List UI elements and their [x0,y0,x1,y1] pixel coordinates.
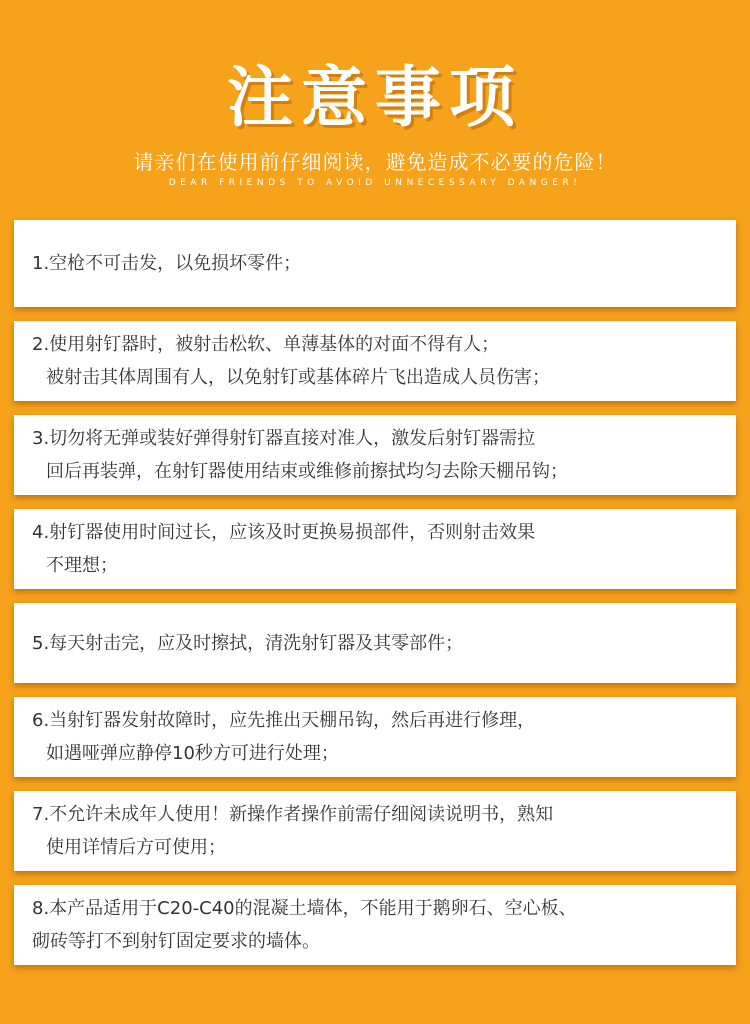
note-1-line-1: 1.空枪不可击发，以免损坏零件； [32,253,302,274]
note-7-line-1: 7.不允许未成年人使用！新操作者操作前需仔细阅读说明书，熟知 [32,804,554,825]
header [0,0,750,215]
note-4-line-1: 4.射钉器使用时间过长，应该及时更换易损部件，否则射击效果 [32,522,536,543]
page-title: 注意事项 [227,59,523,136]
page-subtitle: 请亲们在使用前仔细阅读，避免造成不必要的危险！ [133,150,617,174]
note-card-4 [14,509,736,589]
note-8-line-2: 砌砖等打不到射钉固定要求的墙体。 [32,931,320,952]
note-4-line-2: 不理想； [46,555,118,576]
note-6-line-1: 6.当射钉器发射故障时，应先推出天棚吊钩，然后再进行修理， [32,710,536,731]
note-card-3 [14,415,736,495]
note-2-line-2: 被射击其体周围有人，以免射钉或基体碎片飞出造成人员伤害； [46,367,550,388]
note-7-line-2: 使用详情后方可使用； [46,837,226,858]
page-subtitle-english: DEAR FRIENDS TO AVOID UNNECESSARY DANGER! [168,178,582,188]
note-3-line-1: 3.切勿将无弹或装好弹得射钉器直接对准人，激发后射钉器需拉 [32,428,536,449]
note-3-line-2: 回后再装弹，在射钉器使用结束或维修前擦拭均匀去除天棚吊钩； [46,461,568,482]
note-card-6 [14,697,736,777]
note-6-line-2: 如遇哑弹应静停10秒方可进行处理； [46,743,339,764]
notes-list [14,220,736,979]
note-card-2 [14,321,736,401]
note-5-line-1: 5.每天射击完，应及时擦拭，清洗射钉器及其零部件； [32,632,464,654]
note-card-5 [14,603,736,683]
note-8-line-1: 8.本产品适用于C20-C40的混凝土墙体，不能用于鹅卵石、空心板、 [32,898,577,919]
note-card-8 [14,885,736,965]
note-2-line-1: 2.使用射钉器时，被射击松软、单薄基体的对面不得有人； [32,334,500,355]
note-card-1 [14,220,736,307]
note-card-7 [14,791,736,871]
